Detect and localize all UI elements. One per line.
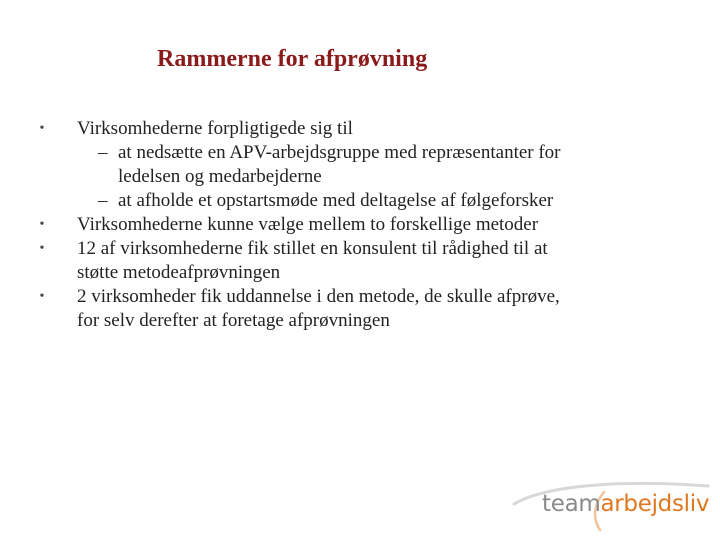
sub-bullet-item [32,141,692,165]
bullet-item [32,213,692,237]
bullet-icon: • [39,121,45,136]
bullet-continuation [32,261,692,285]
bullet-text: for selv derefter at foretage afprøvningen [77,310,390,331]
bullet-item [32,117,692,141]
bullet-text: 2 virksomheder fik uddannelse i den metode, de skulle afprøve, [77,286,560,307]
bullet-text: støtte metodeafprøvningen [77,262,281,283]
slide-content [32,117,692,333]
logo-word-arbejdsliv: arbejdsliv [600,491,710,517]
bullet-icon: • [39,241,45,256]
sub-bullet-text: ledelsen og medarbejderne [118,166,322,187]
team-arbejdsliv-logo [508,478,718,538]
dash-icon: – [98,190,108,211]
bullet-icon: • [39,289,45,304]
bullet-icon: • [39,217,45,232]
sub-bullet-continuation [32,165,692,189]
bullet-text: Virksomhederne forpligtigede sig til [77,118,353,139]
logo-word-team: team [542,491,601,517]
bullet-continuation [32,309,692,333]
bullet-item [32,285,692,309]
bullet-text: 12 af virksomhederne fik stillet en konsulent til rådighed til at [77,238,548,259]
logo-wordmark [542,491,709,517]
slide-title: Rammerne for afprøvning [157,46,428,72]
sub-bullet-item [32,189,692,213]
dash-icon: – [98,142,108,163]
bullet-text: Virksomhederne kunne vælge mellem to forskellige metoder [77,214,539,235]
sub-bullet-text: at afholde et opstartsmøde med deltagelse af følgeforsker [118,190,554,211]
bullet-item [32,237,692,261]
sub-bullet-text: at nedsætte en APV-arbejdsgruppe med repræsentanter for [118,142,561,163]
